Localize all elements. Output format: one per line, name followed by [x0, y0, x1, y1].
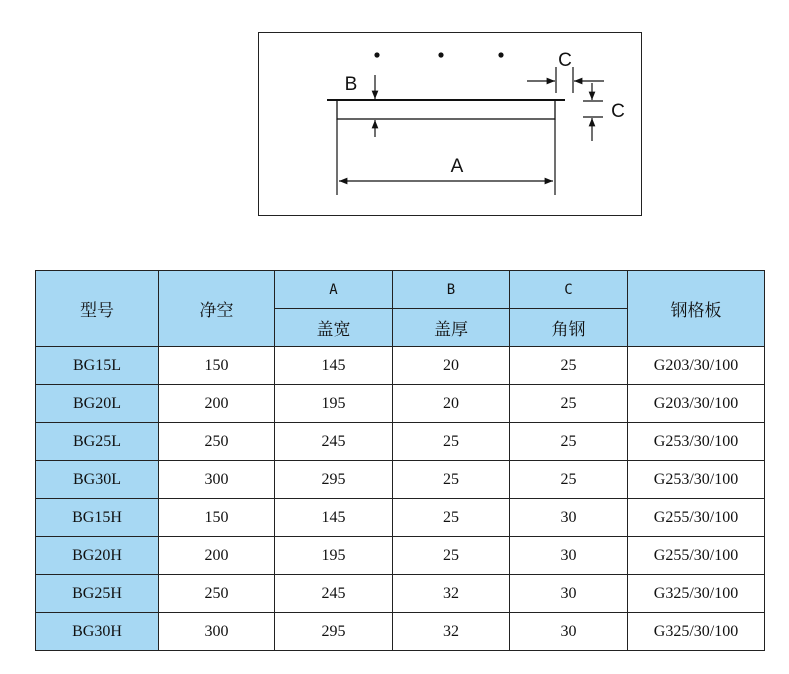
width-cell: 295 [275, 613, 393, 651]
header-grating: 钢格板 [628, 271, 765, 347]
width-cell: 195 [275, 537, 393, 575]
width-cell: 245 [275, 575, 393, 613]
model-cell: BG25H [36, 575, 159, 613]
header-a-code: A [275, 271, 393, 309]
grating-cell: G255/30/100 [628, 537, 765, 575]
cover-plate [337, 100, 555, 119]
model-cell: BG15H [36, 499, 159, 537]
thickness-cell: 32 [393, 575, 510, 613]
angle-cell: 30 [510, 575, 628, 613]
dimension-diagram [258, 32, 642, 216]
table-row [36, 461, 765, 499]
clearance-cell: 250 [159, 575, 275, 613]
cover-profile-drawing [259, 33, 643, 217]
table-row [36, 423, 765, 461]
thickness-cell: 20 [393, 347, 510, 385]
dot-marker [438, 52, 443, 57]
clearance-cell: 300 [159, 461, 275, 499]
dot-marker [374, 52, 379, 57]
table-row [36, 537, 765, 575]
angle-cell: 25 [510, 385, 628, 423]
width-cell: 195 [275, 385, 393, 423]
clearance-cell: 150 [159, 499, 275, 537]
spec-table [35, 270, 765, 651]
angle-cell: 30 [510, 499, 628, 537]
width-cell: 145 [275, 499, 393, 537]
label-c-top: C [558, 50, 572, 71]
model-cell: BG20H [36, 537, 159, 575]
header-clearance: 净空 [159, 271, 275, 347]
model-cell: BG20L [36, 385, 159, 423]
angle-cell: 25 [510, 461, 628, 499]
grating-cell: G325/30/100 [628, 575, 765, 613]
label-a: A [450, 156, 464, 177]
width-cell: 245 [275, 423, 393, 461]
thickness-cell: 25 [393, 499, 510, 537]
model-cell: BG25L [36, 423, 159, 461]
thickness-cell: 25 [393, 461, 510, 499]
thickness-cell: 25 [393, 423, 510, 461]
table-row [36, 613, 765, 651]
grating-cell: G253/30/100 [628, 461, 765, 499]
header-b-name: 盖厚 [393, 309, 510, 347]
dot-marker [498, 52, 503, 57]
clearance-cell: 150 [159, 347, 275, 385]
clearance-cell: 200 [159, 385, 275, 423]
grating-cell: G203/30/100 [628, 347, 765, 385]
model-cell: BG30H [36, 613, 159, 651]
clearance-cell: 200 [159, 537, 275, 575]
table-row [36, 575, 765, 613]
label-b: B [344, 74, 358, 95]
width-cell: 295 [275, 461, 393, 499]
grating-cell: G255/30/100 [628, 499, 765, 537]
clearance-cell: 250 [159, 423, 275, 461]
table-body [36, 347, 765, 651]
model-cell: BG15L [36, 347, 159, 385]
header-a-name: 盖宽 [275, 309, 393, 347]
grating-cell: G253/30/100 [628, 423, 765, 461]
thickness-cell: 20 [393, 385, 510, 423]
grating-cell: G325/30/100 [628, 613, 765, 651]
table-row [36, 385, 765, 423]
width-cell: 145 [275, 347, 393, 385]
header-model: 型号 [36, 271, 159, 347]
clearance-cell: 300 [159, 613, 275, 651]
header-c-code: C [510, 271, 628, 309]
table-row [36, 347, 765, 385]
grating-cell: G203/30/100 [628, 385, 765, 423]
angle-cell: 25 [510, 347, 628, 385]
model-cell: BG30L [36, 461, 159, 499]
thickness-cell: 32 [393, 613, 510, 651]
angle-cell: 25 [510, 423, 628, 461]
header-b-code: B [393, 271, 510, 309]
label-c-side: C [611, 101, 625, 122]
angle-cell: 30 [510, 613, 628, 651]
table-row [36, 499, 765, 537]
table-header-row [36, 271, 765, 309]
angle-cell: 30 [510, 537, 628, 575]
header-c-name: 角钢 [510, 309, 628, 347]
thickness-cell: 25 [393, 537, 510, 575]
